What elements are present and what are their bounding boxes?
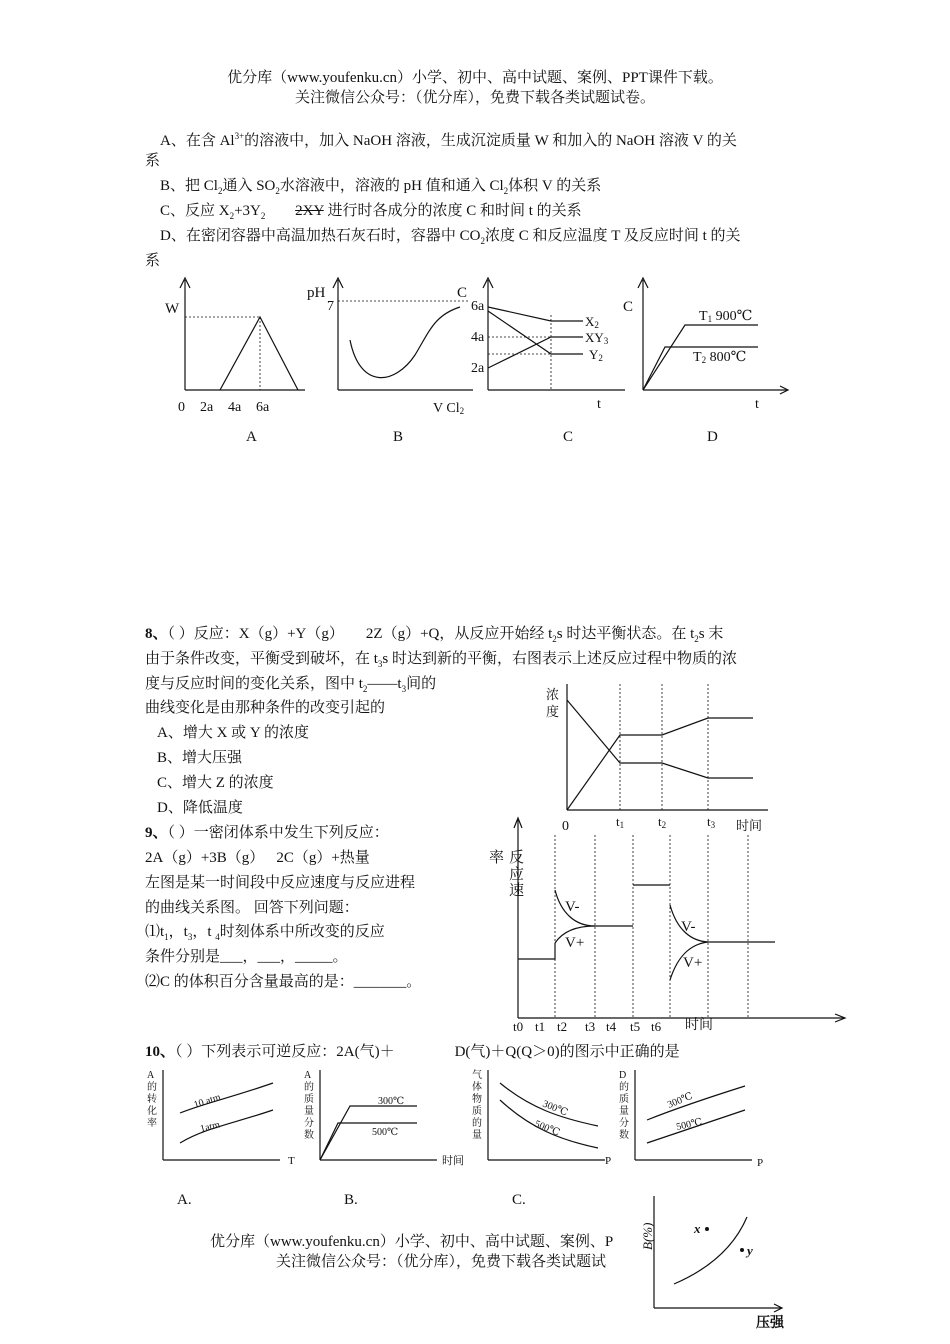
y-label: W bbox=[165, 301, 180, 317]
q7-option-a-cont: 系 bbox=[145, 153, 161, 169]
x-label: V Cl2 bbox=[433, 401, 465, 416]
x-label: 时间 bbox=[736, 818, 763, 833]
series-label: 1atm bbox=[199, 1119, 222, 1135]
q10-graph-b bbox=[302, 1068, 477, 1168]
q10-caption-c: C. bbox=[512, 1192, 526, 1208]
rising-curve bbox=[567, 718, 753, 810]
graph-caption: A bbox=[246, 429, 257, 445]
y-label: A 的质量分数 bbox=[304, 1070, 314, 1141]
tick-label: 6a bbox=[471, 299, 485, 314]
point-x-label: x bbox=[694, 1221, 701, 1236]
q7-graph-c bbox=[455, 275, 630, 450]
tick-label: t2 bbox=[658, 814, 667, 830]
graph-caption: C bbox=[563, 429, 574, 445]
q8-option-d: D、降低温度 bbox=[157, 800, 243, 816]
q9-line-2: 2A（g）+3B（g） 2C（g）+热量 bbox=[145, 850, 370, 866]
q9-line-4: 的曲线关系图。 回答下列问题： bbox=[145, 900, 359, 916]
w-curve bbox=[220, 317, 298, 390]
x-label: t bbox=[755, 397, 759, 412]
y-label: B(%) bbox=[640, 1222, 655, 1250]
y-label: 浓 bbox=[546, 687, 560, 702]
q8-line-2: 由于条件改变，平衡受到破坏，在 $t_3s$ 时达到新的平衡，右图表示上述反应过程中物质的浓 bbox=[145, 651, 738, 669]
q9-line-5: $⑴t_1$，$t_3$，t $_4$时刻体系中所改变的反应 bbox=[145, 924, 385, 942]
q10-line-1: 10、（ ）下列表示可逆反应：2A(气)＋ D(气)＋Q(Q＞0)的图示中正确的是 bbox=[145, 1044, 680, 1060]
curve-300 bbox=[320, 1106, 417, 1160]
footer-line-2: 关注微信公众号：（优分库），免费下载各类试题试 bbox=[276, 1254, 607, 1270]
tick-label: 6a bbox=[256, 400, 270, 415]
y-label: D 的质量分数 bbox=[619, 1070, 629, 1141]
tick-label: t3 bbox=[585, 1019, 596, 1034]
q10-graph-d bbox=[617, 1068, 777, 1168]
v-plus-label: V+ bbox=[565, 935, 585, 951]
q8-line-3: 度与反应时间的变化关系，图中 $t_2——t_3$间的 bbox=[145, 676, 437, 694]
series-label: 500℃ bbox=[532, 1118, 562, 1139]
v-plus-label: V+ bbox=[683, 955, 703, 971]
q7-option-a: A、在含 $Al^{3+}$的溶液中，加入 NaOH 溶液，生成沉淀质量 W 和加入的 NaOH 溶液 V 的关 bbox=[160, 131, 737, 149]
series-label: 500℃ bbox=[372, 1127, 399, 1138]
t2-label: T2 800℃ bbox=[693, 350, 747, 365]
q9-graph bbox=[485, 815, 850, 1040]
curve-bottom bbox=[180, 1110, 273, 1143]
rate-segment bbox=[518, 943, 555, 959]
xy3-curve bbox=[488, 337, 583, 368]
point-y bbox=[740, 1248, 744, 1252]
tick-label: t3 bbox=[707, 814, 716, 830]
point-y-label: y bbox=[747, 1243, 753, 1258]
tick-label: 2a bbox=[200, 400, 214, 415]
curve-top bbox=[180, 1083, 273, 1113]
origin-label: 0 bbox=[562, 819, 569, 834]
series-label: 300℃ bbox=[378, 1096, 405, 1107]
q7-option-d-cont: 系 bbox=[145, 253, 161, 269]
tick-label: 4a bbox=[228, 400, 242, 415]
graph-caption: D bbox=[707, 429, 718, 445]
y-label: 度 bbox=[546, 704, 560, 719]
x-label: 时间 bbox=[442, 1155, 464, 1167]
tick-label: t4 bbox=[606, 1019, 617, 1034]
y-label: pH bbox=[307, 285, 326, 301]
y-label: A 的转化率 bbox=[147, 1070, 157, 1129]
series-label: X2 bbox=[585, 314, 599, 330]
q10-graph-a bbox=[145, 1068, 295, 1168]
curve-500 bbox=[320, 1123, 417, 1160]
footer-line-1: 优分库（www.youfenku.cn）小学、初中、高中试题、案例、P bbox=[210, 1234, 614, 1250]
q10-caption-a: A. bbox=[177, 1192, 192, 1208]
q7-option-d: D、在密闭容器中高温加热石灰石时，容器中 $CO_2$浓度 C 和反应温度 T 及反应时间 t 的关 bbox=[160, 228, 741, 246]
tick-label: t5 bbox=[630, 1019, 641, 1034]
tick-label: 0 bbox=[178, 400, 185, 415]
series-label: 10 atm bbox=[192, 1091, 223, 1111]
q8-option-c: C、增大 Z 的浓度 bbox=[157, 775, 274, 791]
y-label-char: 应 bbox=[509, 867, 525, 883]
v-minus-label: V- bbox=[681, 919, 696, 935]
x-label: T bbox=[288, 1155, 295, 1167]
y-label: 气体物质的量 bbox=[472, 1070, 482, 1141]
ph-curve bbox=[350, 307, 460, 378]
x-label: 时间 bbox=[685, 1018, 713, 1033]
tick-label: t2 bbox=[557, 1019, 568, 1034]
q10-graph-c bbox=[470, 1068, 625, 1168]
tick-label: t0 bbox=[513, 1019, 524, 1034]
graph-caption: B bbox=[393, 429, 404, 445]
q9-line-7: ⑵C 的体积百分含量最高的是：_______。 bbox=[145, 974, 422, 990]
q7-option-c: C、反应 $X_2+3Y_2$ 2XY 进行时各成分的浓度 C 和时间 t 的关系 bbox=[160, 203, 582, 221]
series-label: 300℃ bbox=[666, 1090, 695, 1111]
x-label: t bbox=[597, 397, 601, 412]
series-label: XY3 bbox=[585, 330, 609, 346]
t1-label: T1 900℃ bbox=[699, 309, 753, 324]
point-x bbox=[705, 1227, 709, 1231]
y-label: C bbox=[623, 299, 634, 315]
q9-line-1: 9、（ ）一密闭体系中发生下列反应： bbox=[145, 825, 389, 841]
tick-label: t1 bbox=[616, 814, 625, 830]
y-label: C bbox=[457, 285, 468, 301]
q7-graph-b bbox=[305, 275, 475, 450]
y-label-char: 速 bbox=[509, 883, 525, 899]
tick-label: 4a bbox=[471, 330, 485, 345]
q8-option-b: B、增大压强 bbox=[157, 750, 243, 766]
y-label-char: 反 bbox=[509, 850, 525, 866]
tick-label: t1 bbox=[535, 1019, 546, 1034]
q8-line-4: 曲线变化是由那种条件的改变引起的 bbox=[145, 700, 386, 716]
series-label: 500℃ bbox=[675, 1116, 704, 1133]
graph-background bbox=[632, 1192, 792, 1334]
q7-option-b: B、把 $Cl_2$通入 $SO_2$水溶液中，溶液的 pH 值和通入 $Cl_2$体积 V 的关系 bbox=[160, 178, 602, 196]
q8-option-a: A、增大 X 或 Y 的浓度 bbox=[157, 725, 309, 741]
q7-graph-d bbox=[615, 275, 795, 450]
q7-graph-a bbox=[160, 275, 310, 450]
series-label: 300℃ bbox=[540, 1098, 570, 1119]
y-label-char: 率 bbox=[489, 850, 505, 866]
v-minus-label: V- bbox=[565, 899, 580, 915]
x-label: P bbox=[605, 1155, 612, 1167]
q11-graph bbox=[632, 1192, 792, 1334]
q10-caption-b: B. bbox=[344, 1192, 358, 1208]
x-label: 压强 bbox=[756, 1316, 784, 1331]
series-label: Y2 bbox=[589, 347, 603, 363]
falling-curve bbox=[567, 700, 753, 778]
seven-label: 7 bbox=[327, 299, 334, 314]
q9-line-6: 条件分别是___，___，_____。 bbox=[145, 949, 348, 965]
x-label: P bbox=[757, 1157, 764, 1169]
x2-curve bbox=[488, 307, 583, 321]
q9-line-3: 左图是某一时间段中反应速度与反应进程 bbox=[145, 875, 416, 891]
header-line-2: 关注微信公众号：（优分库），免费下载各类试题试卷。 bbox=[294, 90, 655, 106]
header-line-1: 优分库（www.youfenku.cn）小学、初中、高中试题、案例、PPT课件下载。 bbox=[227, 70, 723, 86]
tick-label: t6 bbox=[651, 1019, 662, 1034]
q8-line-1: 8、（ ）反应：X（g）+Y（g） 2Z（g）+Q，从反应开始经 $t_2s$ 时达平衡状态。在 $t_2s$ 末 bbox=[145, 626, 724, 644]
tick-label: 2a bbox=[471, 361, 485, 376]
